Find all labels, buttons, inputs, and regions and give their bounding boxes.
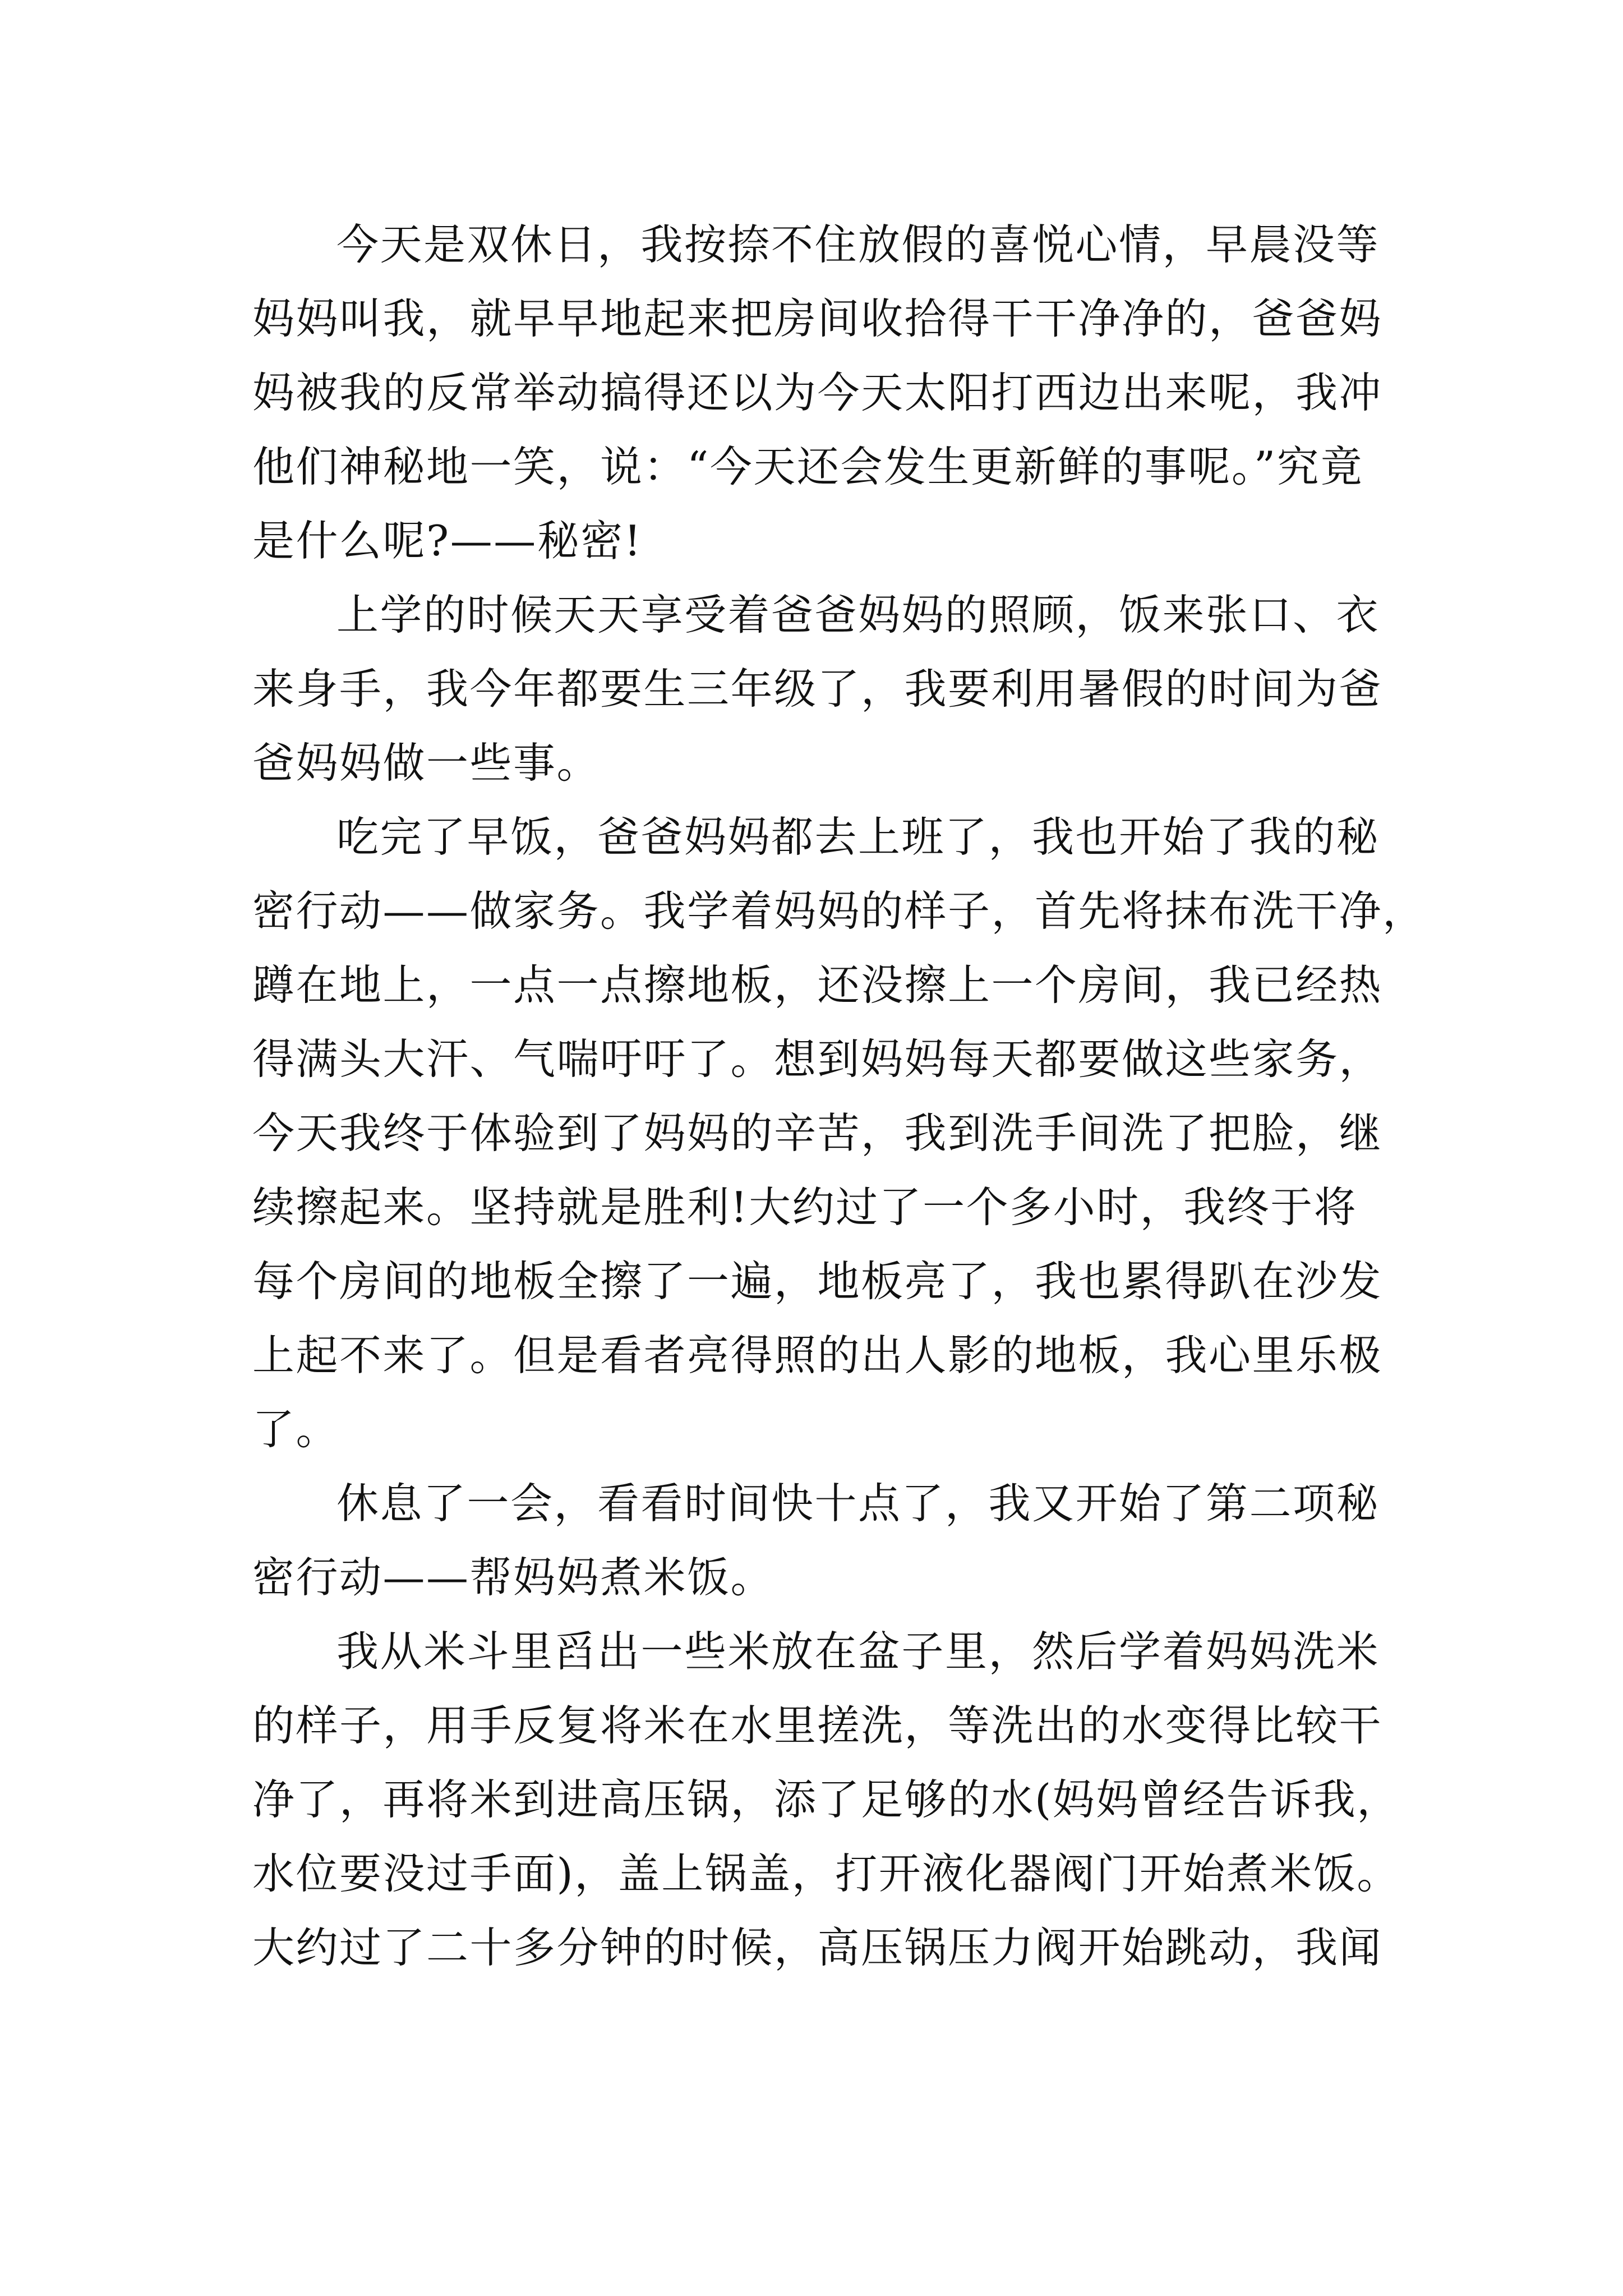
paragraph-3	[252, 800, 1426, 1466]
text-line: 续擦起来。坚持就是胜利!大约过了一个多小时，我终于将	[252, 1182, 1358, 1232]
text-line: 每个房间的地板全擦了一遍，地板亮了，我也累得趴在沙发	[252, 1257, 1383, 1306]
text-line: 妈被我的反常举动搞得还以为今天太阳打西边出来呢，我冲	[252, 368, 1383, 417]
text-line: 妈妈叫我，就早早地起来把房间收拾得干干净净的，爸爸妈	[252, 294, 1383, 343]
paragraph-2	[252, 578, 1402, 800]
paragraph-5	[252, 1614, 1402, 1985]
text-line: 休息了一会，看看时间快十点了，我又开始了第二项秘	[336, 1479, 1380, 1528]
text-line: 我从米斗里舀出一些米放在盆子里，然后学着妈妈洗米	[336, 1627, 1380, 1676]
text-line: 水位要没过手面)，盖上锅盖，打开液化器阀门开始煮米饭。	[252, 1849, 1400, 1898]
text-line: 密行动——帮妈妈煮米饭。	[252, 1553, 774, 1602]
text-line: 他们神秘地一笑，说：“今天还会发生更新鲜的事呢。”究竟	[252, 442, 1364, 491]
text-line: 密行动——做家务。我学着妈妈的样子，首先将抹布洗干净，	[252, 886, 1426, 936]
text-line: 今天我终于体验到了妈妈的辛苦，我到洗手间洗了把脸，继	[252, 1108, 1383, 1158]
text-line: 是什么呢?——秘密!	[252, 516, 643, 565]
text-line: 上学的时候天天享受着爸爸妈妈的照顾，饭来张口、衣	[336, 590, 1380, 639]
text-line: 今天是双休日，我按捺不住放假的喜悦心情，早晨没等	[336, 220, 1380, 269]
document-body	[252, 208, 1426, 1985]
text-line: 上起不来了。但是看者亮得照的出人影的地板，我心里乐极	[252, 1331, 1383, 1380]
text-line: 吃完了早饭，爸爸妈妈都去上班了，我也开始了我的秘	[336, 812, 1380, 862]
text-line: 爸妈妈做一些事。	[252, 738, 601, 788]
paragraph-1	[252, 208, 1402, 578]
paragraph-4	[252, 1466, 1402, 1614]
text-line: 了。	[252, 1405, 340, 1454]
text-line: 大约过了二十多分钟的时候，高压锅压力阀开始跳动，我闻	[252, 1923, 1383, 1972]
text-line: 来身手，我今年都要生三年级了，我要利用暑假的时间为爸	[252, 664, 1383, 714]
text-line: 蹲在地上，一点一点擦地板，还没擦上一个房间，我已经热	[252, 960, 1383, 1010]
text-line: 得满头大汗、气喘吁吁了。想到妈妈每天都要做这些家务，	[252, 1034, 1383, 1084]
text-line: 的样子，用手反复将米在水里搓洗，等洗出的水变得比较干	[252, 1701, 1383, 1750]
text-line: 净了，再将米到进高压锅，添了足够的水(妈妈曾经告诉我，	[252, 1775, 1400, 1824]
